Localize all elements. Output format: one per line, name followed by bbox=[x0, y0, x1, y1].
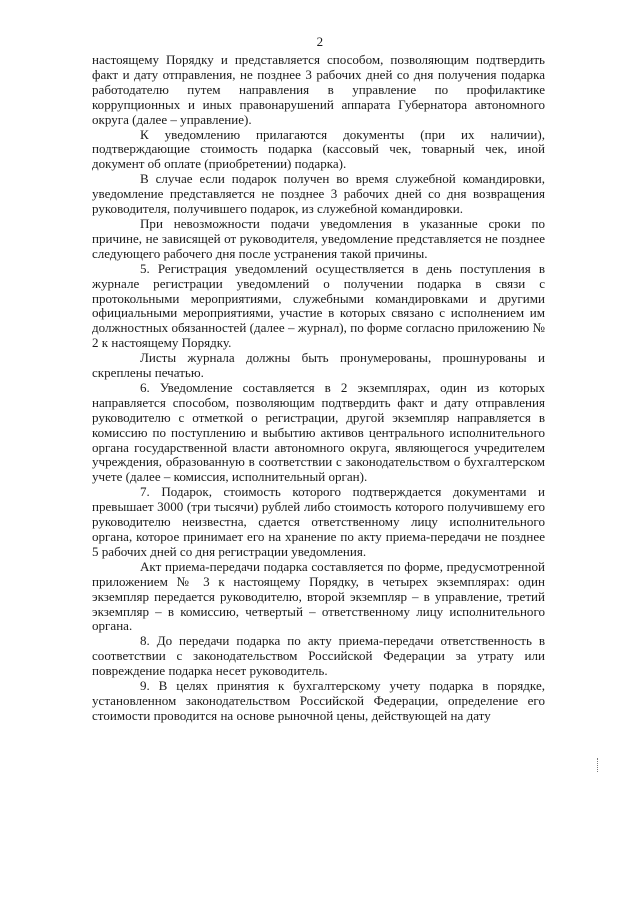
paragraph: 7. Подарок, стоимость которого подтверждается документами и превышает 3000 (три тысячи) рублей либо стоимость которого получившему его руководителю неизвестна, сдается ответственному лицу исполнительного органа, которое принимает его на хранение по акту приема-передачи не позднее 5 рабочих дней со дня регистрации уведомления. bbox=[92, 484, 545, 559]
paragraph: Акт приема-передачи подарка составляется по форме, предусмотренной приложением № 3 к настоящему Порядку, в четырех экземплярах: один экземпляр передается руководителю, второй экземпляр – в управление, третий экземпляр – в комиссию, четвертый – ответственному лицу исполнительного органа. bbox=[92, 558, 545, 634]
paragraph: 5. Регистрация уведомлений осуществляется в день поступления в журнале регистрации уведомлений о получении подарка в связи с протокольными мероприятиями, служебными командировками и другими официальными мероприятиями, участие в которых связано с исполнением им должностных обязанностей (далее – журнал), по форме согласно приложению № 2 к настоящему Порядку. bbox=[92, 260, 545, 351]
paragraph: 6. Уведомление составляется в 2 экземплярах, один из которых направляется способом, позволяющим подтвердить факт и дату отправления руководителю с отметкой о регистрации, другой экземпляр направляется в комиссию по поступлению и выбытию активов центрального исполнительного органа государственной власти автономного округа, являющегося учредителем учреждения, образованную в соответствии с законодательством о бухгалтерском учете (далее – комиссия, исполнительный орган). bbox=[92, 379, 545, 485]
page-number: 2 bbox=[316, 34, 324, 49]
paragraph: При невозможности подачи уведомления в указанные сроки по причине, не зависящей от руководителя, уведомление представляется не позднее следующего рабочего дня после устранения такой причины. bbox=[92, 215, 545, 261]
scan-artifact bbox=[597, 758, 600, 772]
paragraph: настоящему Порядку и представляется способом, позволяющим подтвердить факт и дату отправления, не позднее 3 рабочих дней со дня получения подарка работодателю путем направления в управление по профилактике коррупционных и иных правонарушений аппарата Губернатора автономного округа (далее – управление). bbox=[92, 52, 545, 127]
paragraph: Листы журнала должны быть пронумерованы, прошнурованы и скреплены печатью. bbox=[92, 350, 545, 381]
paragraph: В случае если подарок получен во время служебной командировки, уведомление представляется не позднее 3 рабочих дней со дня возвращения руководителя, получившего подарок, из служебной командировки. bbox=[92, 171, 545, 217]
paragraph: К уведомлению прилагаются документы (при их наличии), подтверждающие стоимость подарка (кассовый чек, товарный чек, иной документ об оплате (приобретении) подарка). bbox=[92, 126, 545, 172]
paragraph: 8. До передачи подарка по акту приема-передачи ответственность в соответствии с законодательством Российской Федерации за утрату или повреждение подарка несет руководитель. bbox=[92, 633, 545, 679]
paragraph: 9. В целях принятия к бухгалтерскому учету подарка в порядке, установленном законодательством Российской Федерации, определение его стоимости проводится на основе рыночной цены, действующей на дату bbox=[92, 678, 545, 723]
document-body bbox=[92, 53, 545, 724]
